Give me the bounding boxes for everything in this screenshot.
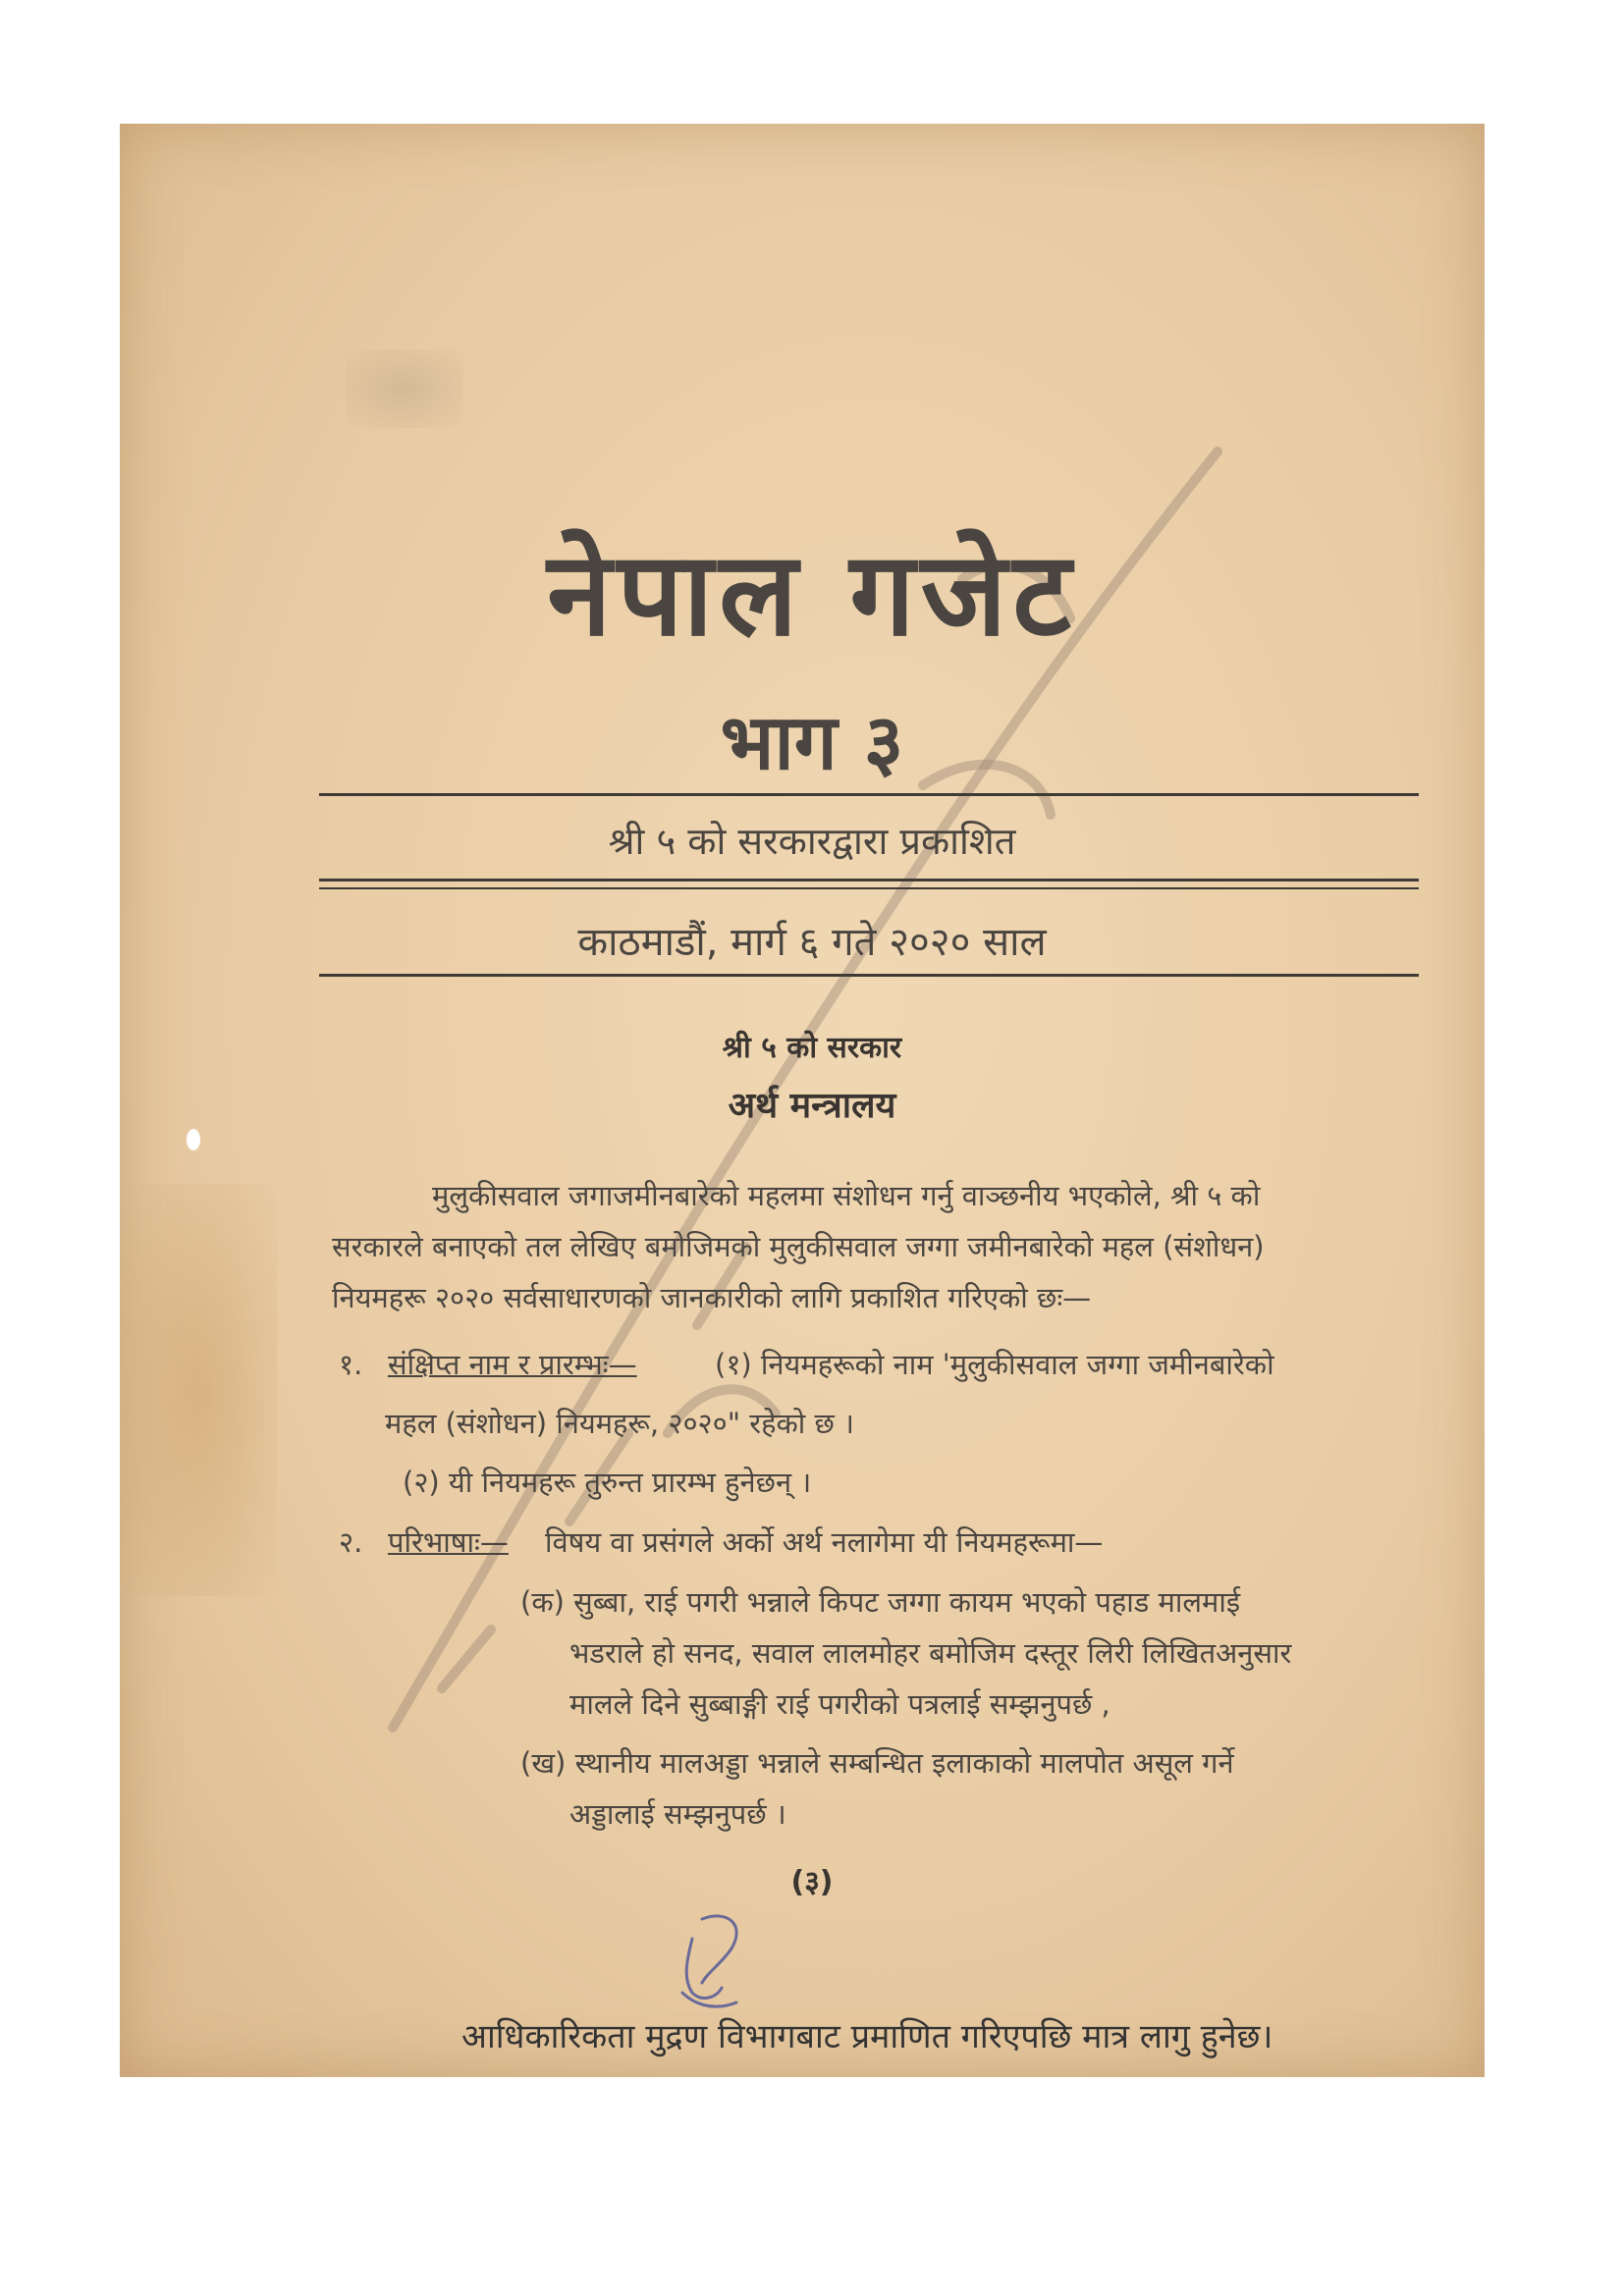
clause-kha-line-2: अड्डालाई सम्झनुपर्छ । xyxy=(569,1797,786,1831)
clause-ka-line-3: मालले दिने सुब्बाङ्गी राई पगरीको पत्रलाई सम्झनुपर्छ , xyxy=(569,1687,1110,1721)
clause-kha-line-1: (ख) स्थानीय मालअड्डा भन्नाले सम्बन्धित इलाकाको मालपोत असूल गर्ने xyxy=(520,1746,1234,1780)
punch-hole xyxy=(187,1129,200,1150)
preamble-line-1: मुलुकीसवाल जगाजमीनबारेको महलमा संशोधन गर्नु वाञ्छनीय भएकोले, श्री ५ को xyxy=(432,1179,1261,1212)
government-heading: श्री ५ को सरकार xyxy=(722,1031,902,1065)
publisher-line: श्री ५ को सरकारद्वारा प्रकाशित xyxy=(608,820,1016,863)
dateline: काठमाडौं, मार्ग ६ गते २०२० साल xyxy=(577,920,1047,965)
section-1-line-2: महल (संशोधन) नियमहरू, २०२०" रहेको छ । xyxy=(385,1407,855,1440)
authenticity-footer: आधिकारिकता मुद्रण विभागबाट प्रमाणित गरिएपछि मात्र लागु हुनेछ। xyxy=(461,2017,1273,2056)
rule-mid-1 xyxy=(319,879,1419,881)
section-1-line-3: (२) यी नियमहरू तुरुन्त प्रारम्भ हुनेछन् । xyxy=(403,1466,812,1499)
water-stain xyxy=(120,1184,277,1596)
ministry-heading: अर्थ मन्त्रालय xyxy=(728,1086,896,1126)
section-1-number: १. xyxy=(339,1348,363,1381)
preamble-line-3: नियमहरू २०२० सर्वसाधारणको जानकारीको लागि प्रकाशित गरिएको छः— xyxy=(332,1281,1092,1314)
gazette-title: नेपाल गजेट xyxy=(547,525,1077,662)
section-2-intro: विषय वा प्रसंगले अर्को अर्थ नलागेमा यी नियमहरूमा— xyxy=(545,1525,1104,1559)
smudge xyxy=(346,349,463,428)
clause-ka-line-2: भडराले हो सनद, सवाल लालमोहर बमोजिम दस्तूर लिरी लिखितअनुसार xyxy=(569,1636,1292,1670)
clause-ka-line-1: (क) सुब्बा, राई पगरी भन्नाले किपट जग्गा कायम भएको पहाड मालमाई xyxy=(520,1585,1241,1619)
gazette-part: भाग ३ xyxy=(720,698,904,787)
rule-mid-2 xyxy=(319,887,1419,889)
section-2-heading: परिभाषाः— xyxy=(388,1525,509,1559)
section-1-heading: संक्षिप्त नाम र प्रारम्भः— xyxy=(388,1348,637,1381)
section-2-number: २. xyxy=(339,1525,363,1559)
rule-top xyxy=(319,793,1419,796)
preamble-line-2: सरकारले बनाएको तल लेखिए बमोजिमको मुलुकीसवाल जग्गा जमीनबारेको महल (संशोधन) xyxy=(332,1230,1265,1263)
page-number: (३) xyxy=(790,1865,834,1899)
section-1-line-1: (१) नियमहरूको नाम 'मुलुकीसवाल जग्गा जमीनबारेको xyxy=(715,1348,1274,1381)
rule-bottom xyxy=(319,974,1419,977)
